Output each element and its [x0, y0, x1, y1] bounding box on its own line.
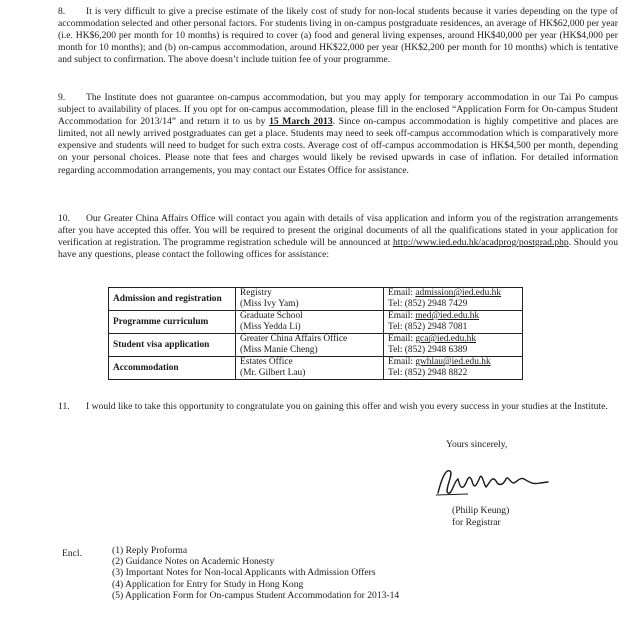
department-cell: Programme curriculum — [109, 311, 236, 334]
contact-offices-table — [108, 287, 523, 380]
office-name: Registry — [240, 288, 272, 298]
paragraph-number: 11. — [58, 401, 70, 412]
email-link[interactable]: admission@ied.edu.hk — [415, 288, 502, 298]
phone-number: Tel: (852) 2948 7081 — [388, 322, 468, 332]
paragraph-text: The Institute does not guarantee on-campus accommodation, but you may apply for temporary accommodation in our Tai Po campus subject to availability of places. If you opt for on-campus accommodation, please fill in the enclosed “Application Form for On-campus Student Accommodation for 2013/14” and return it to us by — [58, 92, 618, 128]
department-cell: Admission and registration — [109, 288, 236, 311]
paragraph-number: 10. — [58, 213, 70, 224]
table-row — [109, 334, 523, 357]
table-row — [109, 288, 523, 311]
paragraph-text: I would like to take this opportunity to congratulate you on gaining this offer and wish you every success in your studies at the Institute. — [86, 401, 608, 412]
office-cell — [236, 288, 384, 311]
paragraph-number: 9. — [58, 92, 66, 103]
contact-cell — [384, 357, 523, 380]
email-label: Email: — [388, 311, 416, 321]
office-cell — [236, 334, 384, 357]
department-cell: Accommodation — [109, 357, 236, 380]
office-name: Greater China Affairs Office — [240, 334, 348, 344]
office-cell — [236, 357, 384, 380]
registration-schedule-link[interactable]: http://www.ied.edu.hk/acadprog/postgrad.php — [392, 237, 569, 249]
list-item: (5) Application Form for On-campus Student Accommodation for 2013-14 — [112, 589, 400, 601]
phone-number: Tel: (852) 2948 8822 — [388, 368, 468, 378]
contact-person: (Miss Yedda Li) — [240, 322, 301, 332]
signatory-role: for Registrar — [452, 517, 501, 528]
paragraph-10 — [58, 213, 618, 261]
paragraph-11 — [58, 401, 618, 413]
office-cell — [236, 311, 384, 334]
table-row — [109, 311, 523, 334]
email-label: Email: — [388, 288, 416, 298]
handwritten-signature — [432, 463, 552, 503]
phone-number: Tel: (852) 2948 6389 — [388, 345, 468, 355]
paragraph-text: . Since on-campus accommodation is highly competitive and places are limited, not all newly arrived postgraduates can get a place. Students may need to seek off-campus accommodation which is comparatively more expensive and students will need to budget for such extra costs. Average cost of off-campus accommodation is HK$4,500 per month, depending on your personal choices. Please note that fees and charges would likely be revised upwards in case of inflation. For detailed information regarding accommodation arrangements, you may contact our Estates Office for assistance. — [58, 116, 618, 176]
contact-cell — [384, 288, 523, 311]
office-name: Graduate School — [240, 311, 303, 321]
paragraph-9 — [58, 92, 618, 177]
enclosures-list — [112, 545, 399, 601]
paragraph-8 — [58, 6, 618, 66]
paragraph-number: 8. — [58, 6, 66, 17]
salutation: Yours sincerely, — [446, 439, 508, 450]
contact-cell — [384, 334, 523, 357]
contact-person: (Miss Manie Cheng) — [240, 345, 318, 355]
enclosures-label: Encl. — [62, 548, 82, 559]
signatory-name: (Philip Keung) — [452, 505, 510, 516]
list-item: (3) Important Notes for Non-local Applicants with Admission Offers — [112, 567, 376, 579]
email-label: Email: — [388, 334, 416, 344]
paragraph-text: It is very difficult to give a precise estimate of the likely cost of study for non-local students because it varies depending on the type of accommodation selected and other personal factors. For students living in on-campus postgraduate residences, an average of HK$62,000 per year (i.e. HK$6,200 per month for 10 months) is required to cover (a) food and general living expenses, around HK$40,000 per year (HK$4,000 per month for 10 months); and (b) on-campus accommodation, around HK$22,000 per year (HK$2,200 per month for 10 months) which is tentative and subject to confirmation. The above doesn’t include tuition fee of your programme. — [58, 6, 618, 66]
contact-person: (Miss Ivy Yam) — [240, 299, 299, 309]
table-row — [109, 357, 523, 380]
office-name: Estates Office — [240, 357, 293, 367]
paragraph-text: Our Greater China Affairs Office will contact you again with details of visa application and inform you of the registration arrangements after you have accepted this offer. You will be required to present the original documents of all the qualifications stated in your application for verification at registration. The programme registration schedule will be announced at — [58, 213, 618, 249]
deadline-date: 15 March 2013 — [269, 116, 333, 128]
phone-number: Tel: (852) 2948 7429 — [388, 299, 468, 309]
email-label: Email: — [388, 357, 416, 367]
email-link[interactable]: med@ied.edu.hk — [415, 311, 480, 321]
department-cell: Student visa application — [109, 334, 236, 357]
contact-cell — [384, 311, 523, 334]
paragraph-text: . Should you have any questions, please contact the following offices for assistance: — [58, 237, 618, 261]
list-item: (4) Application for Entry for Study in Hong Kong — [112, 578, 304, 590]
email-link[interactable]: gwhlau@ied.edu.hk — [415, 357, 491, 367]
contact-person: (Mr. Gilbert Lau) — [240, 368, 306, 378]
list-item: (2) Guidance Notes on Academic Honesty — [112, 556, 275, 568]
list-item: (1) Reply Proforma — [112, 545, 188, 556]
email-link[interactable]: gca@ied.edu.hk — [415, 334, 477, 344]
